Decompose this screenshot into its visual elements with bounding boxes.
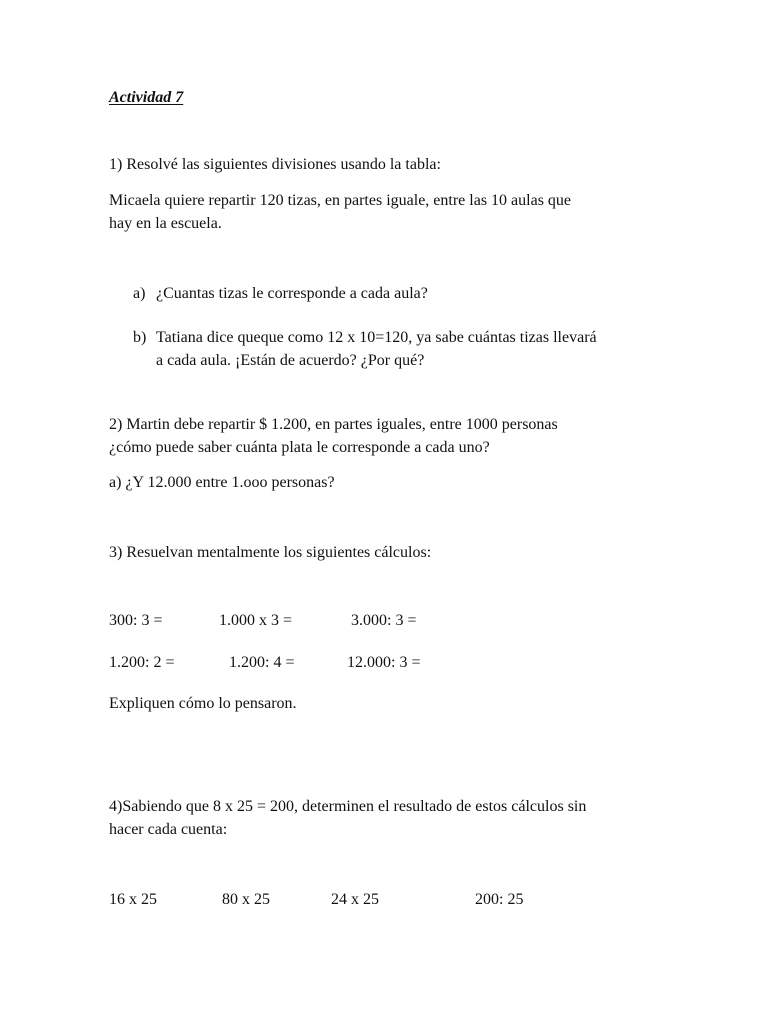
q2-item-a: a) ¿Y 12.000 entre 1.ooo personas?	[109, 474, 335, 491]
q3-calc: 3.000: 3 =	[351, 612, 417, 629]
q2-line-2: ¿cómo puede saber cuánta plata le corresponde a cada uno?	[109, 439, 490, 456]
q1-item-b-text-line-1: Tatiana dice queque como 12 x 10=120, ya sabe cuántas tizas llevará	[156, 329, 597, 346]
q1-item-b-label: b)	[133, 329, 147, 346]
q1-heading: 1) Resolvé las siguientes divisiones usando la tabla:	[109, 156, 441, 173]
q4-calc: 24 x 25	[331, 891, 379, 908]
q4-line-2: hacer cada cuenta:	[109, 821, 228, 838]
q4-calc: 200: 25	[475, 891, 524, 908]
q3-heading: 3) Resuelvan mentalmente los siguientes cálculos:	[109, 544, 432, 561]
q2-line-1: 2) Martin debe repartir $ 1.200, en partes iguales, entre 1000 personas	[109, 416, 558, 433]
page-title: Actividad 7	[109, 89, 184, 106]
q3-calc: 12.000: 3 =	[347, 654, 421, 671]
q3-explain: Expliquen cómo lo pensaron.	[109, 695, 297, 712]
q3-calc: 1.200: 4 =	[229, 654, 295, 671]
q1-item-a-label: a)	[133, 285, 146, 302]
q1-paragraph-line-2: hay en la escuela.	[109, 215, 222, 232]
q4-line-1: 4)Sabiendo que 8 x 25 = 200, determinen el resultado de estos cálculos sin	[109, 798, 587, 815]
q1-paragraph-line-1: Micaela quiere repartir 120 tizas, en partes iguale, entre las 10 aulas que	[109, 192, 572, 209]
q1-item-a-text: ¿Cuantas tizas le corresponde a cada aula?	[156, 285, 428, 302]
q3-calc: 1.000 x 3 =	[219, 612, 293, 629]
q1-item-b-text-line-2: a cada aula. ¡Están de acuerdo? ¿Por qué?	[156, 352, 425, 369]
q3-calc: 1.200: 2 =	[109, 654, 175, 671]
q4-calc: 16 x 25	[109, 891, 157, 908]
q3-calc: 300: 3 =	[109, 612, 163, 629]
q4-calc: 80 x 25	[222, 891, 270, 908]
